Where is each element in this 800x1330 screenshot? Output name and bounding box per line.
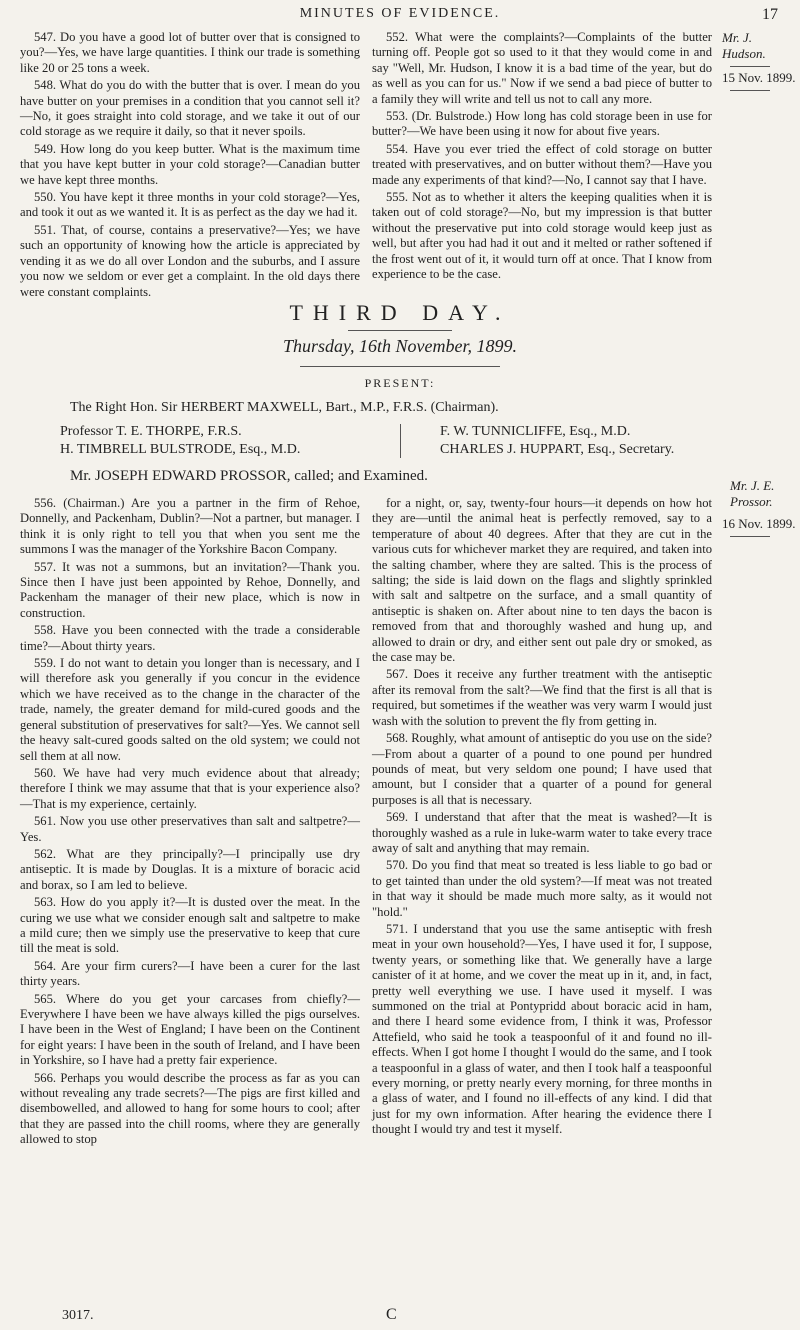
paragraph: 550. You have kept it three months in your cold storage?—Yes, and took it out as we wanted it. It is as perfect as the day we had it.: [20, 190, 360, 220]
paragraph: 564. Are your firm curers?—I have been a curer for the last thirty years.: [20, 958, 360, 989]
member-left-2: H. TIMBRELL BULSTRODE, Esq., M.D.: [60, 442, 301, 457]
paragraph: 558. Have you been connected with the trade a considerable time?—About thirty years.: [20, 623, 360, 653]
section-rule-2: [300, 366, 500, 367]
paragraph: 571. I understand that you use the same antiseptic with fresh meat in your own household?—Yes, I have used it for, I suppose, twenty years, or something like that. We generally have a large canister of it at home, and we cover the meat up in it, and, in fact, pretty well everything we use. I have used it myself. I was summoned on the trial at Pontypridd about boracic acid in ham, and there I heard some evidence from, I think it was, Professor Attefield, who said he took a teaspoonful of it and found no ill-effects. When I got home I thought I would do the same, and I took a teaspoonful in a glass of water, and then I took half a teaspoonful every morning, or pretty nearly every morning, for three months in a glass of water, and I found no ill-effects of any kind. I did that just for my own information. After hearing the evidence there I thought I would try and test it myself.: [372, 921, 712, 1137]
paragraph: 567. Does it receive any further treatment with the antiseptic after its removal from the salt?—We find that the first is all that is required, but sometimes if the weather was very warm I would just wash with the solution to prevent the fly from getting in.: [372, 667, 712, 728]
paragraph: 560. We have had very much evidence about that already; therefore I think we may assume that that is your experience also?—That is my experience, certainly.: [20, 765, 360, 811]
paragraph: 551. That, of course, contains a preservative?—Yes; we have such an opportunity of knowing how the article is appreciated by vending it as we do all over London and the suburbs, and I assure you now we seldom or ever get a complaint. In the old days there were constant complaints.: [20, 222, 360, 299]
paragraph: 566. Perhaps you would describe the process as far as you can without revealing any trade secrets?—The pigs are first killed and disembowelled, and allowed to hang for some hours to cool; after that they are passed into the chill rooms, where they are generally allowed to stop: [20, 1070, 360, 1147]
witness-margin-note-top: Mr. J. Hudson.: [722, 30, 766, 61]
paragraph: 563. How do you apply it?—It is dusted over the meat. In the curing we use what we consider enough salt and saltpetre to make a mild cure; then we simply use the preservative to keep that cure till the meat is sold.: [20, 895, 360, 956]
paragraph: 552. What were the complaints?—Complaints of the butter turning off. People got so used to it that they would come in and say "Well, Mr. Hudson, I know it is a bad time of the year, but do as well as you can for us." Now if we send a bad piece of butter to a family they will write and tell us not to call any more.: [372, 30, 712, 106]
member-divider: [400, 424, 401, 458]
page-number: 17: [762, 6, 778, 23]
top-left-column: [20, 30, 360, 302]
paragraph: 556. (Chairman.) Are you a partner in the firm of Rehoe, Donnelly, and Packenham, Dublin?—Not a partner, but manager. I think it is only right to tell you that when you sent me the summons I was the manager of the Yorkshire Bacon Company.: [20, 496, 360, 557]
member-right-1: F. W. TUNNICLIFFE, Esq., M.D.: [440, 424, 631, 439]
paragraph: for a night, or, say, twenty-four hours—it depends on how hot they are—until the animal heat is perfectly removed, say to a temperature of about 40 degrees. After that they are cut in the various cuts for whichever market they are required, and taken into the salting chamber, where they are salted. This is the process of salting; the side is laid down on the flags and slightly sprinkled with salt and saltpetre on the surface, and a small quantity of antiseptic is shaken on. After about nine to ten days the bacon is removed from that and thoroughly washed and hung up, and allowed to drain or dry, and either sent out pale dry or smoked, as the case may be.: [372, 496, 712, 665]
witness-called-line: Mr. JOSEPH EDWARD PROSSOR, called; and Examined.: [70, 468, 428, 484]
member-left-1: Professor T. E. THORPE, F.R.S.: [60, 424, 242, 439]
margin-date-bottom: 16 Nov. 1899.: [722, 516, 796, 531]
paragraph: 565. Where do you get your carcases from chiefly?—Everywhere I have been we have always killed the pigs ourselves. I have been in the West of England; I have been on the Continent for eight years: I have been in the south of Ireland, and I have been in Yorkshire, so I have had a pretty fair experience.: [20, 991, 360, 1068]
section-title: THIRD DAY.: [289, 300, 511, 325]
running-head: MINUTES OF EVIDENCE.: [299, 6, 501, 21]
bottom-right-column: [372, 496, 712, 1140]
present-label: PRESENT:: [364, 376, 436, 390]
paragraph: 559. I do not want to detain you longer than is necessary, and I will therefore ask you generally if you concur in the evidence which we have received as to the change in the character of the trade, namely, the greater demand for mild-cured goods and the general substitution of preservatives for salt?—Yes. We cannot sell the heavy salt-cured goods salted on the old system; we could not sell them at all now.: [20, 656, 360, 763]
member-right-2: CHARLES J. HUPPART, Esq., Secretary.: [440, 442, 675, 457]
paragraph: 568. Roughly, what amount of antiseptic do you use on the side?—From about a quarter of a pound to one pound per hundred pounds of meat, but very seldom one pound; I have used that amount, but I consider that a quarter of a pound for general purposes is all that is necessary.: [372, 731, 712, 807]
section-date: Thursday, 16th November, 1899.: [283, 336, 517, 356]
section-rule-1: [348, 330, 452, 331]
bottom-left-column: [20, 496, 360, 1150]
margin-rule-top-1: [730, 66, 770, 67]
top-right-column: [372, 30, 712, 285]
paragraph: 547. Do you have a good lot of butter over that is consigned to you?—Yes, we have large quantities. I think our trade is something like 20 or 25 tons a week.: [20, 30, 360, 75]
paragraph: 570. Do you find that meat so treated is less liable to go bad or to get tainted than under the old system?—If meat was not treated in that way it should be made much more salty, as it would not "hold.": [372, 858, 712, 919]
chairman-line: The Right Hon. Sir HERBERT MAXWELL, Bart., M.P., F.R.S. (Chairman).: [70, 400, 499, 415]
margin-rule-bottom: [730, 536, 770, 537]
paragraph: 554. Have you ever tried the effect of cold storage on butter treated with preservatives, and on butter without them?—Have you made any experiments of that kind?—No, I cannot say that I have.: [372, 141, 712, 187]
paragraph: 562. What are they principally?—I principally use dry antiseptic. It is made by Douglas. It is a mixture of boracic acid and borax, so I am led to believe.: [20, 846, 360, 892]
margin-date-top: 15 Nov. 1899.: [722, 70, 796, 85]
paragraph: 569. I understand that after that the meat is washed?—It is thoroughly washed as a rule in luke-warm water to take every trace away of salt and anything that may remain.: [372, 810, 712, 855]
footer-code: 3017.: [62, 1308, 94, 1323]
paragraph: 557. It was not a summons, but an invitation?—Thank you. Since then I have just been appointed by Rehoe, Donnelly, and Packenham the manager of their new place, which is now in construction.: [20, 559, 360, 620]
paragraph: 549. How long do you keep butter. What is the maximum time that you have kept butter in your cold storage?—Canadian butter we have kept three months.: [20, 141, 360, 187]
margin-rule-top-2: [730, 90, 770, 91]
signature-mark: C: [386, 1306, 397, 1323]
paragraph: 548. What do you do with the butter that is over. I mean do you have butter on your premises in a condition that you cannot sell it?—No, it goes straight into cold storage, and we take it out of our cold storage as we require it daily, so that it never spoils.: [20, 78, 360, 139]
witness-margin-note-bottom: Mr. J. E. Prossor.: [730, 478, 775, 509]
paragraph: 561. Now you use other preservatives than salt and saltpetre?—Yes.: [20, 814, 360, 844]
paragraph: 555. Not as to whether it alters the keeping qualities when it is taken out of cold storage?—No, but my impression is that butter without the preservative put into cold storage would keep just as well, but after you had had it out and it melted or rather softened if the frost went out of it, it would turn off at once. That I know from experience to be the case.: [372, 190, 712, 282]
paragraph: 553. (Dr. Bulstrode.) How long has cold storage been in use for butter?—We have been using it now for about five years.: [372, 109, 712, 139]
